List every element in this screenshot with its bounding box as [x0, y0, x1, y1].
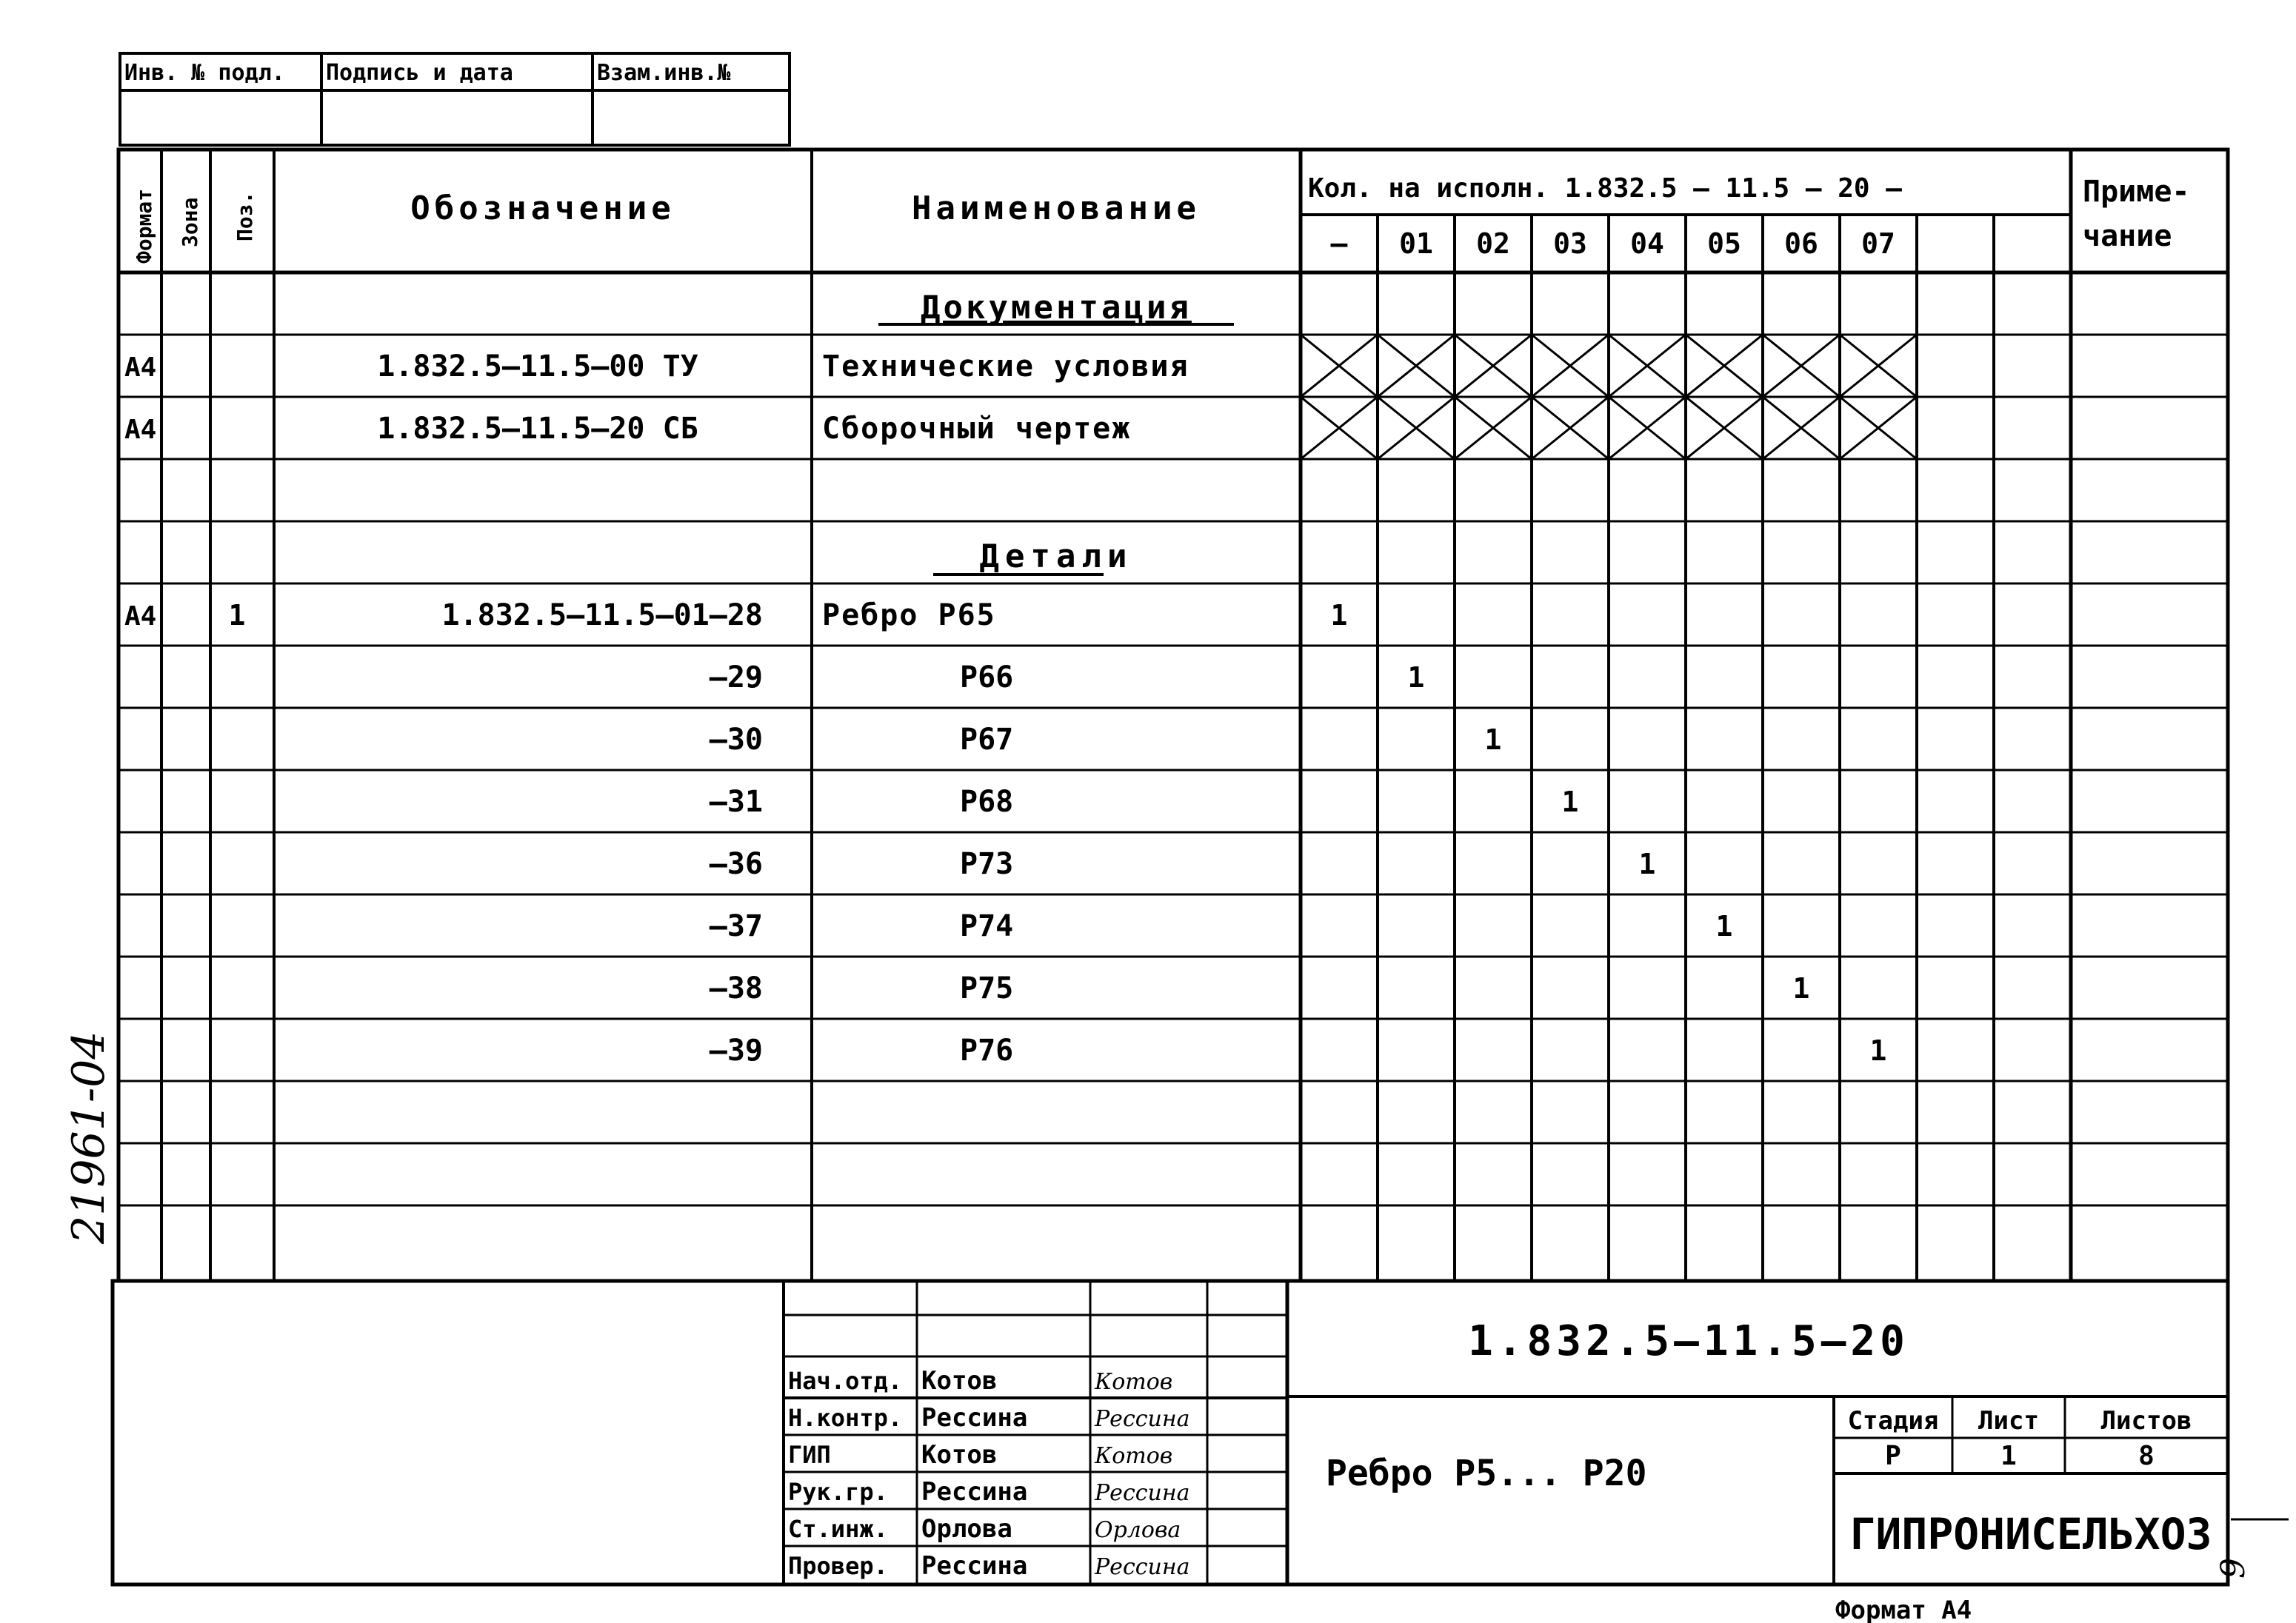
header-prim-line1: Приме-	[2083, 175, 2190, 209]
table-row	[710, 660, 1425, 695]
cell-oboznachenie: —36	[709, 847, 763, 881]
header-oboznachenie: Обозначение	[410, 190, 675, 227]
cell-oboznachenie: —37	[709, 909, 763, 943]
cell-qty: 1	[1484, 723, 1502, 756]
signature-handwritten: Орлова	[1095, 1517, 1181, 1543]
signature-row	[788, 1551, 1190, 1581]
signature-name: Рессина	[921, 1477, 1028, 1507]
cell-naimenovanie: Р73	[960, 847, 1014, 881]
table-row	[710, 847, 1656, 881]
header-prim-line2: чание	[2083, 219, 2172, 253]
cell-naimenovanie: Сборочный чертеж	[822, 412, 1132, 446]
signature-handwritten: Рессина	[1095, 1480, 1190, 1506]
ispolnenie-header: 01	[1399, 227, 1433, 260]
ispolnenie-header: 02	[1476, 227, 1510, 260]
stamp-podpis-label: Подпись и дата	[326, 60, 513, 86]
header-naimenovanie: Наименование	[912, 190, 1201, 227]
ispolnenie-header: 04	[1630, 227, 1664, 260]
cell-oboznachenie: 1.832.5—11.5—00 ТУ	[377, 349, 698, 384]
signature-handwritten: Котов	[1095, 1443, 1173, 1469]
signature-name: Орлова	[921, 1514, 1012, 1544]
value-list: 1	[2000, 1441, 2017, 1471]
signature-handwritten: Рессина	[1095, 1554, 1190, 1580]
signature-name: Рессина	[921, 1551, 1028, 1581]
ispolnenie-header: 07	[1861, 227, 1895, 260]
cell-format: А4	[124, 352, 157, 383]
cell-naimenovanie: Технические условия	[822, 349, 1189, 384]
section-details: Детали	[979, 538, 1133, 575]
signature-row	[788, 1403, 1190, 1433]
value-listov: 8	[2138, 1441, 2155, 1471]
signature-handwritten: Котов	[1095, 1369, 1173, 1395]
title-name: Ребро Р5... Р20	[1326, 1453, 1647, 1494]
table-row	[124, 598, 1347, 632]
table-row	[710, 971, 1810, 1005]
cell-oboznachenie: —39	[709, 1034, 763, 1068]
cell-naimenovanie: Р66	[960, 660, 1014, 695]
cell-naimenovanie: Ребро Р65	[822, 598, 996, 632]
header-format: Формат	[132, 188, 156, 264]
cell-oboznachenie: —31	[709, 785, 763, 819]
header-zona: Зона	[178, 197, 202, 247]
cell-qty: 1	[1869, 1034, 1887, 1067]
table-row	[710, 785, 1579, 819]
table-row	[710, 1034, 1887, 1068]
signature-name: Котов	[921, 1366, 998, 1396]
cell-qty: 1	[1407, 661, 1425, 694]
cell-naimenovanie: Р68	[960, 785, 1014, 819]
label-list: Лист	[1978, 1406, 2039, 1436]
cell-oboznachenie: 1.832.5—11.5—01—28	[441, 598, 763, 632]
cell-poz: 1	[228, 599, 246, 632]
cell-oboznachenie: —30	[709, 723, 763, 757]
ispolnenie-header: 06	[1784, 227, 1818, 260]
ispolnenie-header: —	[1330, 227, 1348, 260]
signature-role: Н.контр.	[788, 1404, 903, 1432]
cell-oboznachenie: —38	[709, 971, 763, 1005]
format-note: Формат А4	[1835, 1596, 1972, 1623]
signature-row	[788, 1366, 1172, 1396]
ispolnenie-header: 03	[1553, 227, 1587, 260]
table-row	[710, 909, 1733, 943]
cell-qty: 1	[1792, 972, 1810, 1005]
signature-name: Рессина	[921, 1403, 1028, 1433]
signature-row	[788, 1514, 1181, 1544]
ispolnenie-header: 05	[1707, 227, 1741, 260]
cell-format: А4	[124, 601, 157, 632]
stamp-inv-podl-label: Инв. № подл.	[124, 60, 285, 86]
cell-naimenovanie: Р76	[960, 1034, 1014, 1068]
cell-naimenovanie: Р75	[960, 971, 1014, 1005]
stamp-vzam-label: Взам.инв.№	[597, 60, 731, 86]
cell-naimenovanie: Р74	[960, 909, 1014, 943]
signature-role: Нач.отд.	[788, 1367, 903, 1395]
signature-role: Ст.инж.	[788, 1515, 888, 1543]
signature-name: Котов	[921, 1440, 998, 1470]
value-stadia: Р	[1885, 1441, 1901, 1471]
side-document-number: 21961-04	[63, 1031, 115, 1244]
title-designation: 1.832.5—11.5—20	[1468, 1317, 1909, 1365]
table-row	[710, 723, 1502, 757]
cell-qty: 1	[1715, 910, 1733, 943]
label-listov: Листов	[2100, 1406, 2192, 1436]
signature-row	[788, 1440, 1172, 1470]
section-documentation: Документация	[921, 289, 1192, 327]
cell-qty: 1	[1330, 599, 1348, 632]
cell-qty: 1	[1561, 786, 1579, 818]
signature-handwritten: Рессина	[1095, 1406, 1190, 1432]
cell-oboznachenie: —29	[709, 660, 763, 695]
organization-name: ГИПРОНИСЕЛЬХОЗ	[1849, 1509, 2212, 1559]
signature-role: ГИП	[788, 1441, 831, 1469]
header-kol-na-ispoln: Кол. на исполн. 1.832.5 — 11.5 — 20 —	[1308, 173, 1902, 204]
table-row	[124, 349, 1189, 384]
signature-row	[788, 1477, 1190, 1507]
corner-page-mark: 9	[2215, 1558, 2252, 1579]
header-poz: Поз.	[233, 191, 257, 241]
cell-qty: 1	[1638, 848, 1656, 880]
signature-role: Рук.гр.	[788, 1478, 888, 1506]
cell-naimenovanie: Р67	[960, 723, 1014, 757]
label-stadia: Стадия	[1847, 1406, 1939, 1436]
signature-role: Провер.	[788, 1552, 888, 1580]
cell-format: А4	[124, 415, 157, 445]
cell-oboznachenie: 1.832.5—11.5—20 СБ	[377, 412, 698, 446]
ispolnenie-headers	[1331, 227, 1895, 260]
